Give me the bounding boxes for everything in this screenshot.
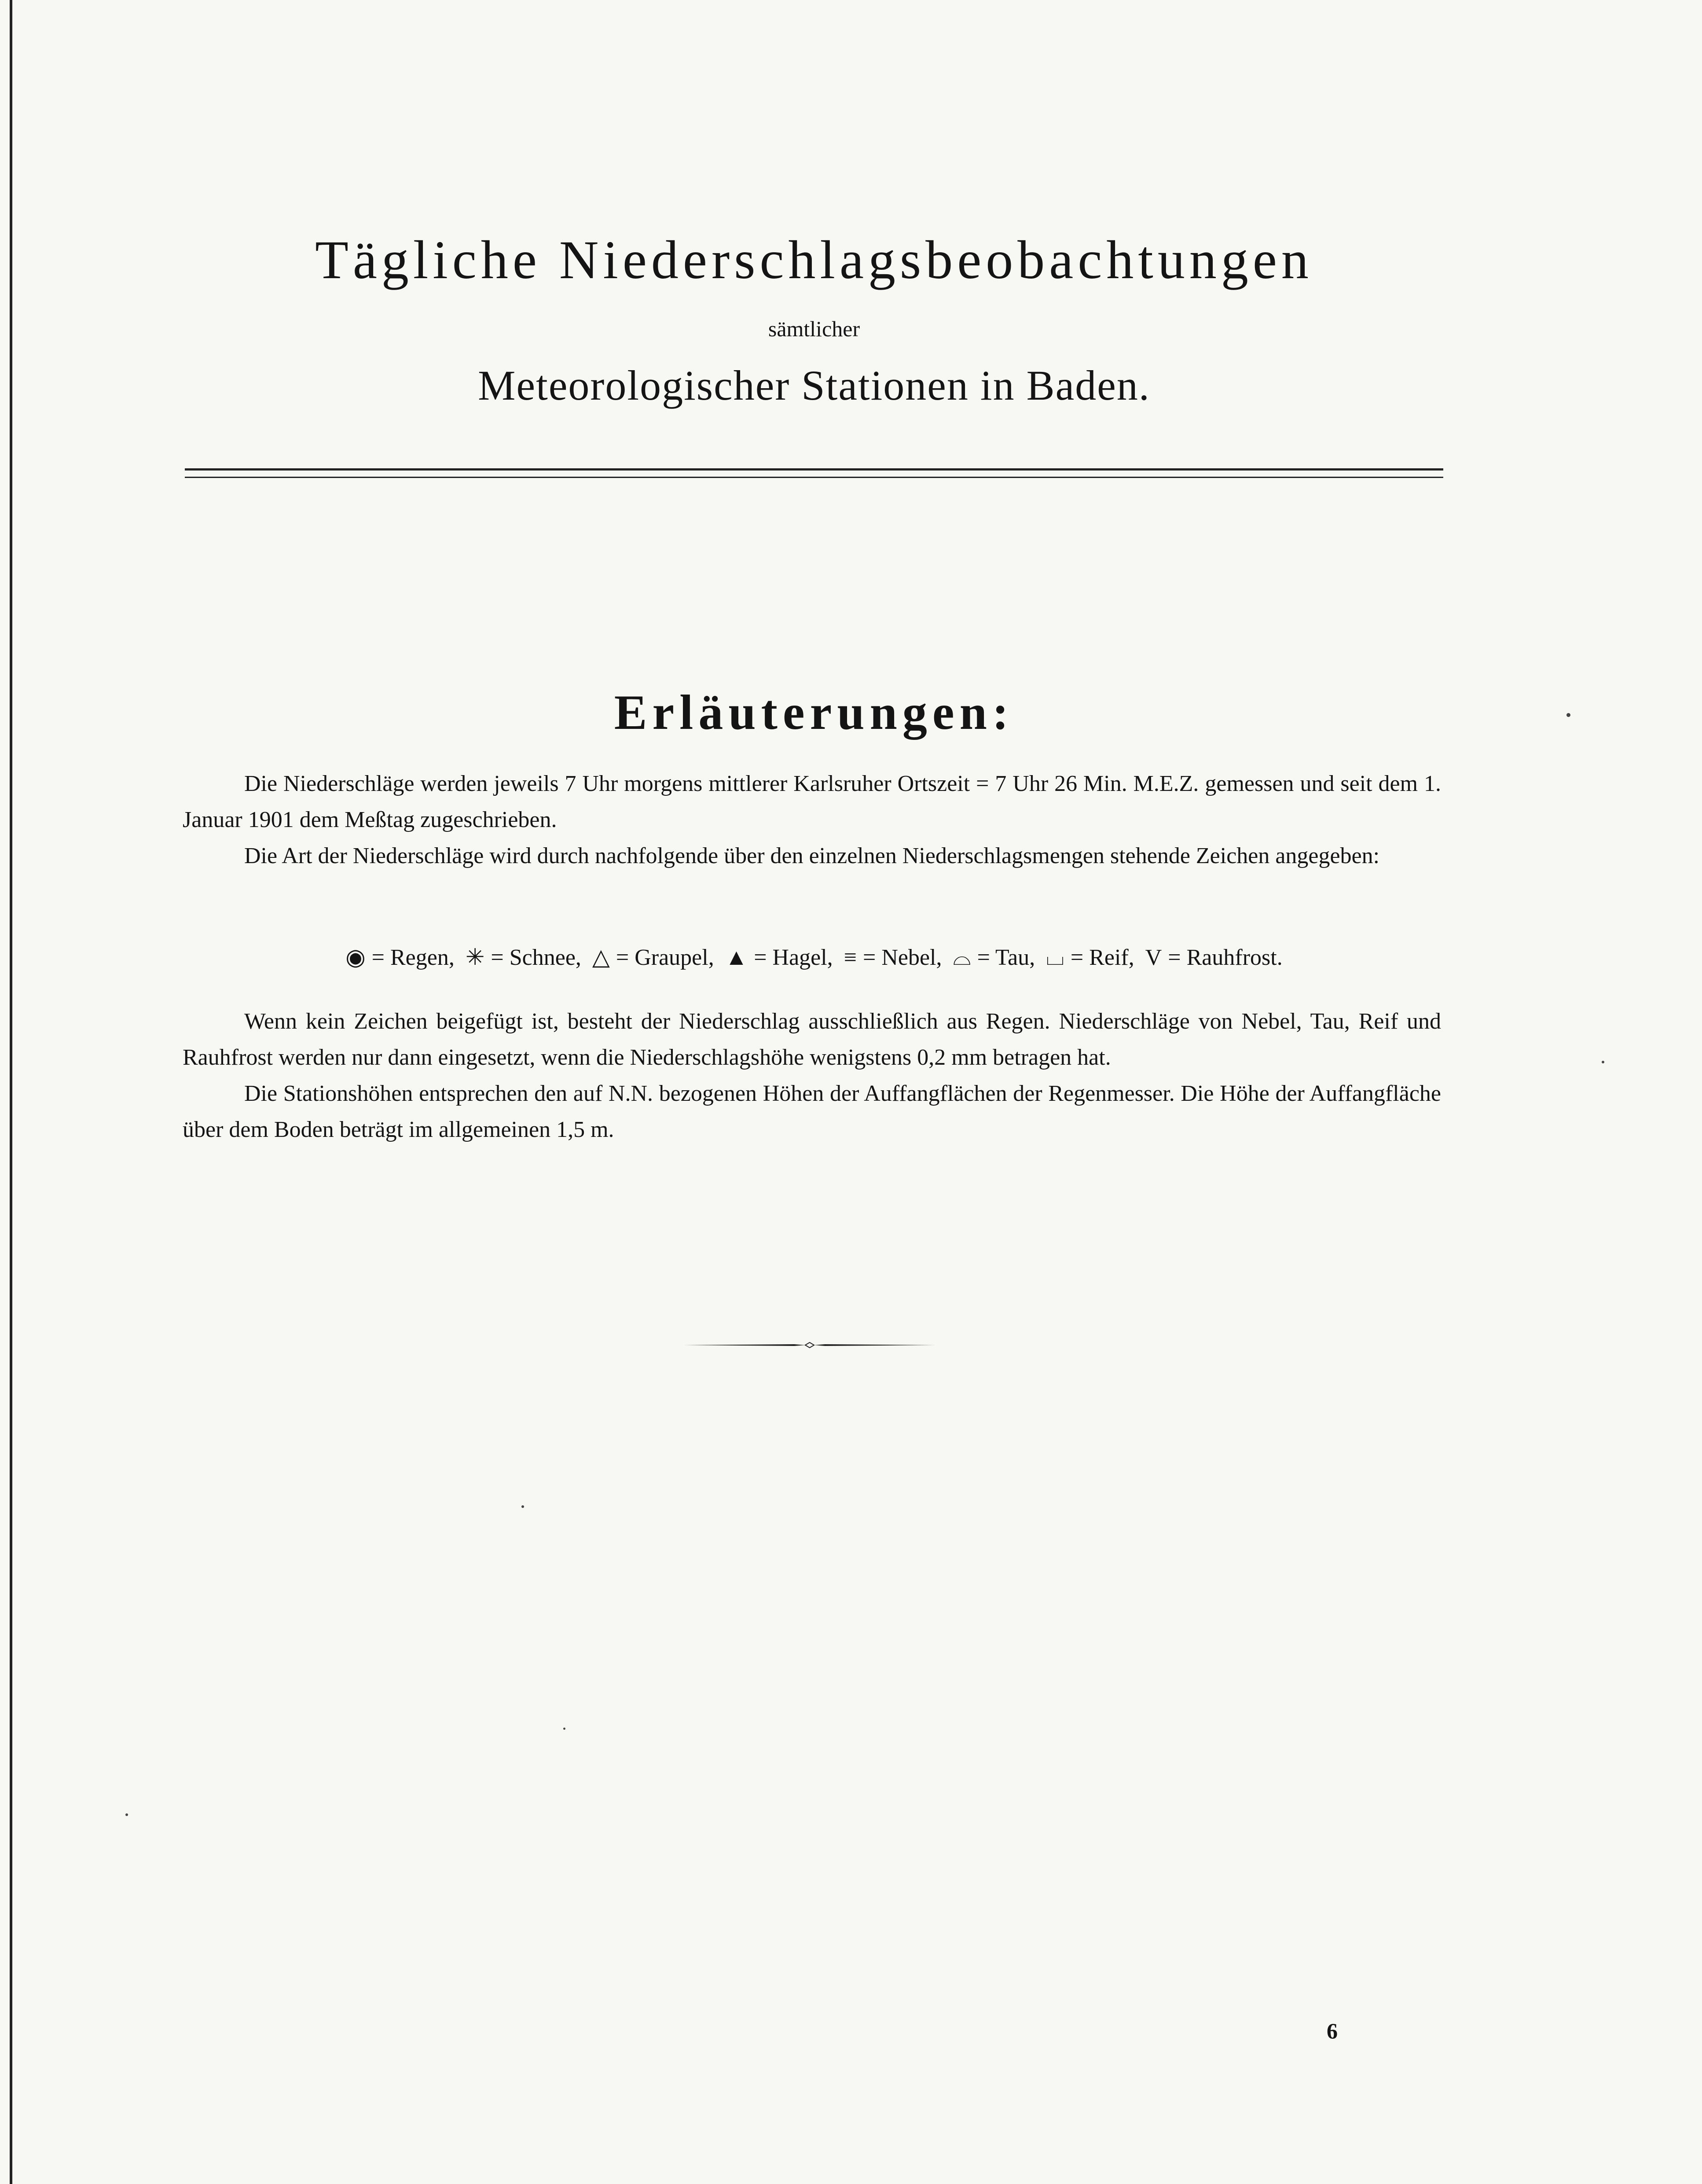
paper-speck	[1566, 713, 1570, 717]
double-rule-divider	[185, 468, 1443, 478]
paragraph-symbol-intro: Die Art der Niederschläge wird durch nachfolgende über den einzelnen Niederschlagsmengen stehende Zeichen angegeben:	[244, 843, 1380, 868]
dew-symbol-icon: ⌓	[953, 945, 971, 970]
symbol-legend	[0, 944, 1628, 971]
section-heading: Erläuterungen:	[614, 685, 1014, 740]
legend-item-hail	[725, 945, 833, 971]
rain-symbol-icon: ◉	[345, 945, 366, 970]
page-number: 6	[1327, 2019, 1338, 2043]
frost-symbol-icon: ⌴	[1046, 945, 1064, 970]
page-subtitle: Meteorologischer Stationen in Baden.	[478, 362, 1150, 409]
paper-speck	[1602, 1061, 1604, 1063]
fog-symbol-icon: ≡	[844, 945, 857, 970]
legend-item-rain	[345, 944, 455, 971]
rime-symbol-icon: V	[1145, 945, 1162, 970]
legend-item-graupel	[592, 944, 714, 971]
hail-symbol-icon: ▲	[725, 945, 748, 970]
legend-item-fog	[844, 945, 942, 971]
page-title: Tägliche Niederschlagsbeobachtungen	[315, 230, 1313, 290]
legend-label: = Tau,	[977, 945, 1035, 970]
graupel-symbol-icon: △	[592, 945, 610, 970]
subtitle-connector: sämtlicher	[768, 316, 860, 341]
legend-label: = Nebel,	[863, 945, 942, 970]
legend-label: = Regen,	[371, 945, 455, 970]
intro-text	[183, 766, 1441, 874]
paper-speck	[563, 1728, 565, 1730]
legend-item-rime	[1145, 945, 1283, 971]
paragraph-station-heights: Die Stationshöhen entsprechen den auf N.N. bezogenen Höhen der Auffangflächen der Regenmesser. Die Höhe der Auffangfläche über dem Boden beträgt im allgemeinen 1,5 m.	[183, 1081, 1441, 1142]
legend-label: = Graupel,	[616, 945, 714, 970]
legend-item-snow	[466, 944, 581, 971]
paper-speck	[125, 1813, 128, 1816]
legend-item-dew	[953, 945, 1035, 971]
legend-label: = Hagel,	[754, 945, 833, 970]
ornamental-divider	[684, 1341, 935, 1349]
legend-label: = Reif,	[1070, 945, 1134, 970]
paragraph-measurement-time: Die Niederschläge werden jeweils 7 Uhr morgens mittlerer Karlsruher Ortszeit = 7 Uhr 26 Min. M.E.Z. gemessen und seit dem 1. Januar 1901 dem Meßtag zugeschrieben.	[183, 771, 1441, 832]
paragraph-rain-default: Wenn kein Zeichen beigefügt ist, besteht der Niederschlag ausschließlich aus Regen. Niederschläge von Nebel, Tau, Reif und Rauhfrost werden nur dann eingesetzt, wenn die Niederschlagshöhe wenigstens 0,2 mm betragen hat.	[183, 1009, 1441, 1070]
legend-item-frost	[1046, 945, 1134, 971]
details-text	[183, 1004, 1441, 1148]
legend-label: = Schnee,	[491, 945, 581, 970]
snow-symbol-icon: ✳	[465, 945, 485, 970]
paper-speck	[521, 1505, 524, 1508]
legend-label: = Rauhfrost.	[1168, 945, 1283, 970]
